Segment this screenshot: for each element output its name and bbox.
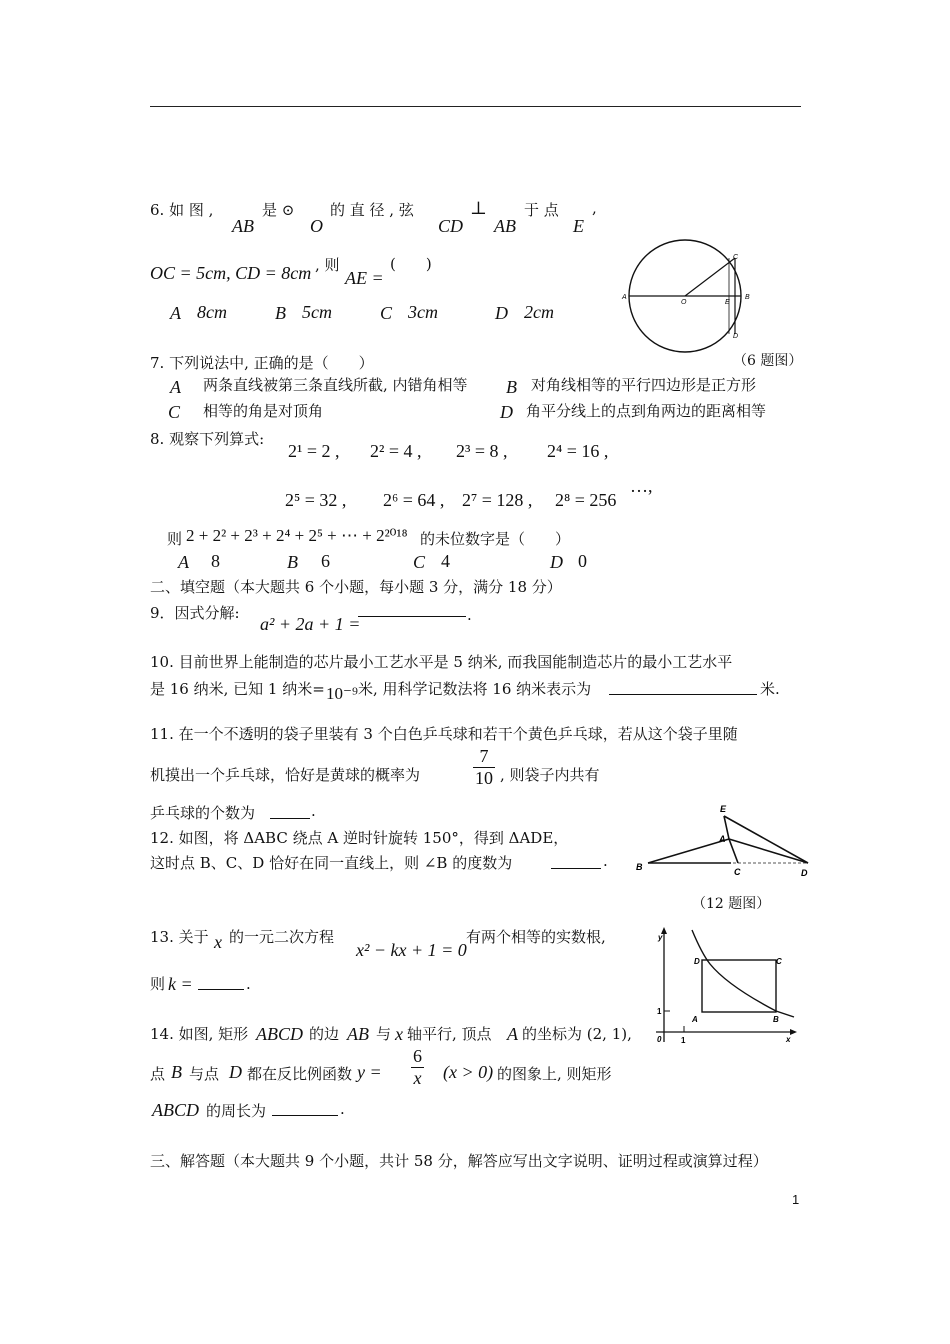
q11-answer-blank[interactable] bbox=[270, 818, 310, 819]
q7-option-d-letter: D bbox=[500, 402, 513, 422]
q7-stem: 7. 下列说法中, 正确的是（ ） bbox=[150, 354, 374, 372]
q14-label-x: x bbox=[786, 1035, 791, 1044]
q13-equation: x² − kx + 1 = 0 bbox=[356, 940, 467, 960]
q8-option-d-text: 0 bbox=[578, 551, 587, 571]
q14-graph-figure bbox=[648, 924, 798, 1048]
q14-func-numerator: 6 bbox=[413, 1046, 422, 1066]
q6-lead: 6. 如 图 , bbox=[150, 201, 214, 219]
q11-line3-a: 乒乓球的个数为 bbox=[150, 804, 256, 822]
q8-option-d-letter: D bbox=[550, 552, 563, 572]
q6-perp: ⊥ bbox=[470, 198, 487, 218]
q12-figure-ad bbox=[729, 839, 808, 863]
q8-option-c-letter: C bbox=[413, 552, 426, 572]
q6-figure-label-e: E bbox=[725, 299, 730, 306]
q14-pt-a: A bbox=[507, 1024, 518, 1044]
q12-figure-label-a: A bbox=[719, 834, 726, 844]
q6-o: O bbox=[310, 216, 323, 236]
q6-figure-label-a: A bbox=[622, 294, 627, 301]
q14-side: AB bbox=[347, 1024, 369, 1044]
q13-line1-b: 的一元二次方程 bbox=[229, 928, 335, 946]
q14-label-origin: 0 bbox=[657, 1035, 662, 1044]
q13-line2-a: 则 bbox=[150, 975, 166, 993]
q13-line1-a: 13. 关于 bbox=[150, 928, 209, 946]
q10-line2-d: 米. bbox=[760, 680, 780, 698]
q9-end: . bbox=[467, 606, 472, 624]
q8-ask-prefix: 则 bbox=[167, 530, 183, 548]
q11-fraction-denominator: 10 bbox=[475, 768, 493, 788]
q14-func-denominator: x bbox=[413, 1068, 422, 1088]
q14-line3-rect: ABCD bbox=[152, 1100, 199, 1120]
q8-row2-ellipsis: …, bbox=[630, 476, 653, 496]
q7-option-d-text: 角平分线上的点到角两边的距离相等 bbox=[526, 402, 767, 420]
q7-option-c-text: 相等的角是对顶角 bbox=[203, 402, 324, 420]
q6-comma: , bbox=[592, 199, 597, 217]
q14-label-1-y: 1 bbox=[657, 1007, 662, 1016]
q8-row1-item1: 2¹ = 2 , bbox=[288, 441, 340, 461]
q14-label-y: y bbox=[658, 933, 663, 942]
q14-line1-c: 与 bbox=[376, 1025, 392, 1043]
q6-e: E bbox=[573, 216, 584, 236]
q14-label-a: A bbox=[692, 1015, 698, 1024]
q14-line2-a: 点 bbox=[150, 1065, 166, 1083]
q9-stem: 9．因式分解: bbox=[150, 604, 240, 622]
q6-chord-text: 的 直 径 , 弦 bbox=[330, 201, 414, 219]
q11-fraction-numerator: 7 bbox=[473, 746, 495, 768]
q12-line1: 12. 如图，将 ΔABC 绕点 A 逆时针旋转 150°，得到 ΔADE， bbox=[150, 829, 569, 847]
q6-ab: AB bbox=[232, 216, 254, 236]
q9-answer-blank[interactable] bbox=[358, 616, 466, 617]
q14-line1-a: 14. 如图, 矩形 bbox=[150, 1025, 249, 1043]
q10-line2-a: 是 16 纳米, 已知 1 纳米= bbox=[150, 680, 325, 698]
q10-line2-c: 米, 用科学记数法将 16 纳米表示为 bbox=[358, 680, 592, 698]
q7-option-b-letter: B bbox=[506, 377, 517, 397]
q13-line1-c: 有两个相等的实数根, bbox=[466, 928, 606, 946]
q14-label-c: C bbox=[776, 957, 782, 966]
q6-option-d-letter: D bbox=[495, 303, 508, 323]
q12-line2-end: . bbox=[603, 852, 608, 870]
q6-then: , 则 bbox=[315, 256, 340, 274]
q6-figure-caption: （6 题图） bbox=[733, 353, 803, 369]
q14-pt-b: B bbox=[171, 1062, 182, 1082]
q10-power: 10⁻⁹ bbox=[326, 684, 358, 703]
q8-option-b-text: 6 bbox=[321, 551, 330, 571]
q14-line2-d: 的图象上, 则矩形 bbox=[497, 1065, 612, 1083]
q6-option-a-letter: A bbox=[170, 303, 181, 323]
q7-option-b-text: 对角线相等的平行四边形是正方形 bbox=[531, 376, 757, 394]
q9-expr: a² + 2a + 1 = bbox=[260, 614, 361, 634]
q13-k: k = bbox=[168, 974, 193, 994]
q6-ask: AE = bbox=[345, 268, 384, 288]
q6-option-d-text: 2cm bbox=[524, 302, 554, 322]
header-rule bbox=[150, 106, 801, 107]
q14-hyperbola-curve bbox=[692, 930, 794, 1017]
q12-figure-caption: （12 题图） bbox=[692, 896, 771, 912]
q14-func-fraction bbox=[411, 1046, 424, 1089]
q8-ask-suffix: 的未位数字是（ ） bbox=[420, 530, 571, 548]
q11-line2-a: 机摸出一个乒乓球，恰好是黄球的概率为 bbox=[150, 766, 421, 784]
section-2-heading: 二、填空题（本大题共 6 个小题，每小题 3 分，满分 18 分） bbox=[150, 578, 562, 596]
q6-option-b-letter: B bbox=[275, 303, 286, 323]
q11-line3-b: . bbox=[311, 802, 316, 820]
q8-option-a-text: 8 bbox=[211, 551, 220, 571]
q12-figure-label-d: D bbox=[801, 868, 808, 878]
q8-row2-item3: 2⁷ = 128 , bbox=[462, 490, 533, 510]
q14-line2-b: 与点 bbox=[189, 1065, 220, 1083]
q14-label-d: D bbox=[694, 957, 700, 966]
q6-option-b-text: 5cm bbox=[302, 302, 332, 322]
q7-option-a-text: 两条直线被第三条直线所截, 内错角相等 bbox=[203, 376, 468, 394]
q6-circle-text: 是 ⊙ bbox=[262, 201, 295, 219]
q6-figure-label-c: C bbox=[733, 254, 739, 261]
q14-line1-e: 的坐标为 (2, 1), bbox=[522, 1025, 632, 1043]
q8-ask-expr: 2 + 2² + 2³ + 2⁴ + 2⁵ + ⋯ + 2²⁰¹⁸ bbox=[186, 526, 408, 545]
q8-option-b-letter: B bbox=[287, 552, 298, 572]
section-3-heading: 三、解答题（本大题共 9 个小题，共计 58 分，解答应写出文字说明、证明过程或演算过程） bbox=[150, 1152, 768, 1170]
q11-probability-fraction bbox=[473, 746, 495, 789]
q6-figure-label-o: O bbox=[681, 299, 687, 306]
q14-rect: ABCD bbox=[256, 1024, 303, 1044]
q14-answer-blank[interactable] bbox=[272, 1115, 338, 1116]
q14-xaxis: x bbox=[395, 1024, 403, 1044]
q8-stem: 8. 观察下列算式: bbox=[150, 430, 265, 448]
q8-row1-item4: 2⁴ = 16 , bbox=[547, 441, 609, 461]
q14-x-axis-arrow bbox=[790, 1029, 797, 1035]
q11-line1: 11. 在一个不透明的袋子里装有 3 个白色乒乓球和若干个黄色乒乓球，若从这个袋子里随 bbox=[150, 725, 738, 743]
q14-line2-c: 都在反比例函数 bbox=[247, 1065, 353, 1083]
q8-row1-item2: 2² = 4 , bbox=[370, 441, 422, 461]
q6-option-c-text: 3cm bbox=[408, 302, 438, 322]
q13-var-x: x bbox=[214, 932, 222, 952]
page-number: 1 bbox=[792, 1192, 800, 1207]
q10-answer-blank[interactable] bbox=[609, 694, 757, 695]
q14-line1-b: 的边 bbox=[309, 1025, 340, 1043]
q6-figure-label-b: B bbox=[745, 294, 750, 301]
q14-line3-c: . bbox=[340, 1100, 345, 1118]
q12-answer-blank[interactable] bbox=[551, 868, 601, 869]
q8-row2-item2: 2⁶ = 64 , bbox=[383, 490, 445, 510]
q11-line2-b: , 则袋子内共有 bbox=[500, 766, 600, 784]
q7-option-a-letter: A bbox=[170, 377, 181, 397]
q12-triangle-figure bbox=[628, 800, 818, 882]
q14-label-1-x: 1 bbox=[681, 1036, 686, 1045]
q12-figure-ab bbox=[648, 839, 729, 863]
q6-figure-label-d: D bbox=[733, 333, 739, 340]
q6-condition: OC = 5cm, CD = 8cm bbox=[150, 263, 312, 283]
q8-option-c-text: 4 bbox=[441, 551, 450, 571]
q6-paren: ( ) bbox=[390, 255, 432, 273]
q6-ab2: AB bbox=[494, 216, 516, 236]
q12-line2: 这时点 B、C、D 恰好在同一直线上，则 ∠B 的度数为 bbox=[150, 854, 513, 872]
q14-line1-d: 轴平行, 顶点 bbox=[407, 1025, 492, 1043]
q14-func-condition: (x > 0) bbox=[443, 1062, 494, 1082]
q8-row1-item3: 2³ = 8 , bbox=[456, 441, 508, 461]
q13-answer-blank[interactable] bbox=[198, 989, 244, 990]
q14-func-lhs: y = bbox=[357, 1062, 382, 1082]
q8-option-a-letter: A bbox=[178, 552, 189, 572]
q13-line2-end: . bbox=[246, 975, 251, 993]
q14-line3-b: 的周长为 bbox=[206, 1102, 267, 1120]
q12-figure-ac bbox=[729, 839, 738, 863]
q6-cd: CD bbox=[438, 216, 464, 236]
q12-figure-label-c: C bbox=[734, 867, 741, 877]
q6-figure-radius-oc bbox=[685, 258, 735, 296]
q10-line1: 10. 目前世界上能制造的芯片最小工艺水平是 5 纳米, 而我国能制造芯片的最小工艺水平 bbox=[150, 653, 733, 671]
q14-label-b: B bbox=[773, 1015, 779, 1024]
q7-option-c-letter: C bbox=[168, 402, 181, 422]
q12-figure-label-e: E bbox=[720, 804, 727, 814]
q12-figure-label-b: B bbox=[636, 862, 643, 872]
q8-row2-item1: 2⁵ = 32 , bbox=[285, 490, 347, 510]
q12-figure-ed bbox=[724, 816, 808, 863]
q6-circle-figure bbox=[615, 238, 775, 358]
q8-row2-item4: 2⁸ = 256 bbox=[555, 490, 617, 510]
q6-option-a-text: 8cm bbox=[197, 302, 227, 322]
q14-pt-d: D bbox=[229, 1062, 242, 1082]
q6-at-point: 于 点 bbox=[524, 201, 559, 219]
q6-option-c-letter: C bbox=[380, 303, 393, 323]
